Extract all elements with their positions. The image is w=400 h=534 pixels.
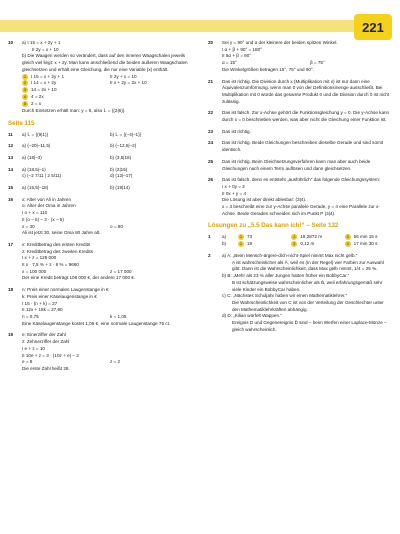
answer-text: d) D: „Kilian würfelt Wappen.“ — [222, 313, 282, 319]
exercise-21 — [208, 79, 394, 106]
exercise-number: 20 — [208, 40, 214, 45]
answer-row — [222, 234, 392, 241]
exercise-number: 22 — [208, 110, 214, 116]
equation-line: II 0x + y = 4 — [222, 190, 247, 196]
left-column — [8, 40, 194, 378]
answer-row — [222, 241, 392, 248]
answer-text: Das ist falsch. Zur x-Achse gehört die Funktionsgleichung y = 0. Die y-Achse kann durch x = 0 beschrieben werden, was aber nicht die Gleichung einer Funktion ist. — [222, 110, 390, 123]
equation-line: 2 = x — [31, 101, 42, 107]
exercise-number: 24 — [208, 140, 214, 146]
exercise-13 — [8, 155, 194, 162]
answer-text: Sei γ = 90° und α der kleinere der beiden spitzen Winkel. — [222, 40, 338, 45]
step-marker: 4 — [23, 94, 27, 100]
page-number: 221 — [354, 14, 392, 40]
exercise-1 — [208, 234, 394, 248]
answer-text: Durch Einsetzen erhält man: y = 6, also 𝕃 = {(2|6)}. — [22, 108, 126, 114]
section-heading: Seite 115 — [8, 119, 35, 127]
exercise-26 — [208, 177, 394, 217]
answer-text: Das ist richtig. Die Division durch x (Multiplikation mit x) ist nur dann eine Äquivalenzumformung, wenn man 0 von der Definitionsmenge ausschließt. Bei Multiplikation mit 0 würde das gesamte Produkt 0 und die Division durch 0 ist nicht zulässig. — [222, 78, 390, 104]
item-marker: 2 — [293, 234, 296, 240]
answer-text: k: Preis einer Käselaugenstange in € — [22, 293, 97, 299]
exercise-number: 15 — [8, 185, 14, 191]
answer-text: A ist wahrscheinlicher als Ā, weil es (in der Regel) vier Farben zur Auswahl gibt. Dann ist die Wahrscheinlichkeit, dass Max gelb nimmt, 1/4 = 25 %. — [232, 259, 384, 272]
equation-line: II 10e + z = 3 · (10z + e) – 2 — [22, 352, 79, 358]
answer-text: 73 — [247, 234, 253, 240]
exercise-number: 17 — [8, 241, 14, 247]
item-marker: 1 — [239, 234, 243, 240]
item-marker: 1 — [239, 241, 243, 247]
exercise-15 — [8, 185, 194, 192]
answer-text: Die Lösung ist aber direkt ablesbar: (3|4). — [222, 197, 307, 203]
equation-line: I o + x = 110 — [22, 210, 48, 216]
exercise-17 — [8, 242, 194, 282]
equation-line: o = 80 — [110, 223, 123, 229]
equation-line: I 15 = x + 2y + 1 — [31, 73, 65, 79]
answer-text: Die Wahrscheinlichkeit von C ist von der Verteilung der Geschlechter unter den Mathematiklehrkräften abhängig. — [232, 299, 384, 312]
answer-text: d) (12|–17) — [110, 173, 133, 179]
exercise-number: 21 — [208, 78, 214, 84]
answer-text: Ereignis D und Gegenereignis D̄ sind – beim Werfen einer Laplace-Münze – gleich wahrscheinlich. — [232, 320, 387, 332]
equation-line: II x · 7,5 % + z · 8 % = 9660 — [22, 262, 79, 268]
answer-text: Der eine Kredit beträgt 108 000 €, der andere 17 000 €. — [22, 275, 136, 281]
equation-line: II 2y + x = 10 — [110, 73, 137, 79]
answer-text: z: Zehnerziffer der Zahl — [22, 339, 70, 345]
answer-text: Das ist richtig. — [222, 128, 251, 134]
answer-text: 56 min 15 s — [353, 234, 378, 240]
answer-text: b) B: „Mehr als 23 % aller Jungen hatten früher ein BobbyCar.“ — [222, 273, 350, 279]
answer-text: z: Kreditbetrag des zweiten Kredits — [22, 248, 93, 254]
exercise-number: 16 — [8, 196, 14, 202]
equation-line: z = 17 000 — [110, 268, 132, 274]
equation-line: I 15 · (n + k) = 27 — [22, 300, 58, 306]
equation-line: I x + 0y = 3 — [222, 183, 245, 189]
exercise-19 — [8, 332, 194, 372]
part-label: a) — [222, 234, 227, 240]
answer-text: 19 — [247, 241, 253, 247]
exercise-number: 23 — [208, 128, 214, 134]
item-marker: 3 — [346, 241, 349, 247]
answer-text: b) (19|14) — [110, 185, 130, 191]
equation-line: I e + z = 10 — [22, 345, 45, 351]
exercise-2 — [208, 253, 394, 333]
equation-line: x = 30 — [22, 223, 35, 229]
part-label: b) — [222, 241, 227, 247]
equation-line: a) I 15 = x + 2y + 1 — [22, 40, 61, 45]
exercise-number: 11 — [8, 131, 13, 137]
exercise-25 — [208, 159, 394, 172]
answer-text: x = 3 beschreibt eine zur y-Achse parallele Gerade, y = 4 eine Parallele zur x-Achse. Beide Geraden schneiden sich im Punkt P (3|4). — [222, 204, 380, 216]
answer-text: a) (18|–3) — [22, 154, 42, 160]
exercise-number: 25 — [208, 158, 214, 164]
answer-text: b) 𝕃 = {(–4|–1)} — [110, 131, 142, 137]
exercise-number: 12 — [8, 143, 14, 149]
answer-text: B ist schätzungsweise wahrscheinlicher als B̄, weil erfahrungsgemäß sehr viele Kinder ein BobbyCar haben. — [232, 279, 383, 292]
answer-text: x: Kreditbetrag des ersten Kredits — [22, 241, 91, 247]
exercise-10 — [8, 40, 194, 115]
exercise-18 — [8, 287, 194, 327]
equation-line: x = 100 000 — [22, 268, 47, 274]
answer-text: 17 min 30 s — [353, 241, 378, 247]
item-marker: 3 — [346, 234, 349, 240]
answer-text: x: Alter von Ali in Jahren — [22, 196, 72, 202]
answer-text: Das ist richtig. Beide Gleichungen beschreiben dieselbe Gerade und sind somit identisch. — [222, 140, 384, 153]
equation-line: II x + 2y = 2x + 10 — [110, 80, 147, 86]
answer-text: b) (–12,5|–2) — [110, 143, 137, 149]
exercise-11 — [8, 132, 194, 139]
equation-line: II 5α + β = 90° — [222, 53, 252, 59]
answer-text: 0,12 m — [300, 241, 315, 247]
equation-line: I x + z = 125 000 — [22, 255, 57, 261]
exercise-14 — [8, 167, 194, 180]
step-marker: 2 — [23, 80, 27, 86]
answer-text: a) (18,5|–1) — [22, 166, 46, 172]
exercise-number: 10 — [8, 40, 14, 45]
exercise-number: 2 — [208, 253, 211, 259]
equation-line: I α + β + 90° = 180° — [222, 46, 263, 52]
answer-text: 18,2872 m — [300, 234, 323, 240]
exercise-number: 18 — [8, 287, 14, 293]
exercise-12 — [8, 143, 194, 150]
exercise-20 — [208, 40, 394, 74]
equation-line: z = 2 — [110, 359, 121, 365]
equation-line: II 12x + 18k = 27,90 — [22, 307, 63, 313]
exercise-number: 19 — [8, 332, 14, 338]
exercise-16 — [8, 197, 194, 237]
answer-text: Das ist falsch, denn es entsteht „ausführlich“ das folgende Gleichungssystem: — [222, 177, 381, 183]
equation-line: I 14 = x + 2y — [31, 80, 57, 86]
equation-line: k = 1,05 — [110, 314, 127, 319]
exercise-number: 1 — [208, 234, 211, 240]
answer-text: Das ist richtig. Beim Gleichsetzungsverfahren kann man aber auch beide Gleichungen nach einem Term auflösen und dann gleichsetzen. — [222, 158, 371, 171]
equation-line: α = 15° — [222, 60, 237, 66]
section-heading: Lösungen zu „5.5 Das kann ich!“ – Seite 132 — [208, 222, 339, 230]
equation-line: β = 75° — [310, 60, 325, 66]
exercise-number: 13 — [8, 154, 14, 160]
exercise-23 — [208, 129, 394, 136]
answer-text: o: Alter der Oma in Jahren — [22, 203, 76, 209]
answer-text: a) A: „Beim Mensch-ärgere-dich-nicht-Spiel nimmt Max nicht gelb.“ — [222, 253, 358, 259]
answer-text: Eine Käselaugenstange kostet 1,05 €, eine normale Laugenstange 75 ct. — [22, 320, 171, 326]
answer-text: c) (–2 7/11 | 2 5/11) — [22, 173, 62, 179]
page-header — [0, 10, 400, 34]
exercise-number: 26 — [208, 177, 214, 183]
answer-text: Ali ist jetzt 30, seine Oma 80 Jahre alt. — [22, 230, 101, 236]
header-band — [0, 20, 356, 32]
equation-line: 4 = 2x — [31, 94, 44, 100]
step-marker: 1 — [23, 73, 27, 79]
exercise-22 — [208, 110, 394, 123]
equation-line: 14 = 2x + 10 — [31, 87, 57, 93]
answer-text: e: Einerziffer der Zahl — [22, 332, 66, 338]
answer-text: Die Winkelgrößen betragen 15°, 75° und 90°. — [222, 66, 315, 72]
item-marker: 2 — [293, 241, 296, 247]
answer-text: b) Die Waagen werden so verändert, dass auf den inneren Waagschalen jeweils gleich viel liegt: x + 2y. Man kann anschließend die beiden äußeren Waagschalen gleichsetzen und erhält eine Gleichung, die nur eine Variable (x) enthält. — [22, 53, 188, 72]
equation-line: e = 8 — [22, 359, 33, 365]
step-marker: 3 — [23, 87, 27, 93]
equation-line: II (o – 5) – 3 · (x – 5) — [22, 216, 64, 222]
answer-text: b) (3,5|16) — [110, 154, 132, 160]
exercise-24 — [208, 140, 394, 153]
exercise-number: 14 — [8, 166, 14, 172]
answer-text: b) (2|15) — [110, 166, 128, 172]
answer-text: Die erste Zahl heißt 28. — [22, 365, 70, 371]
equation-line: n = 0,75 — [22, 314, 39, 319]
answer-text: a) 𝕃 = {(9|1)} — [22, 131, 49, 137]
answer-text: n: Preis einer normalen Laugenstange in € — [22, 287, 109, 293]
answer-text: c) C: „Nächstes Schuljahr haben wir einen Mathematiklehrer.“ — [222, 293, 348, 299]
answer-text: a) (15,5|–18) — [22, 185, 49, 191]
step-marker: 5 — [23, 101, 27, 107]
right-column — [208, 40, 394, 338]
equation-line: II 2y = x + 10 — [32, 46, 59, 52]
answer-text: a) (–20|–11,5) — [22, 143, 51, 149]
